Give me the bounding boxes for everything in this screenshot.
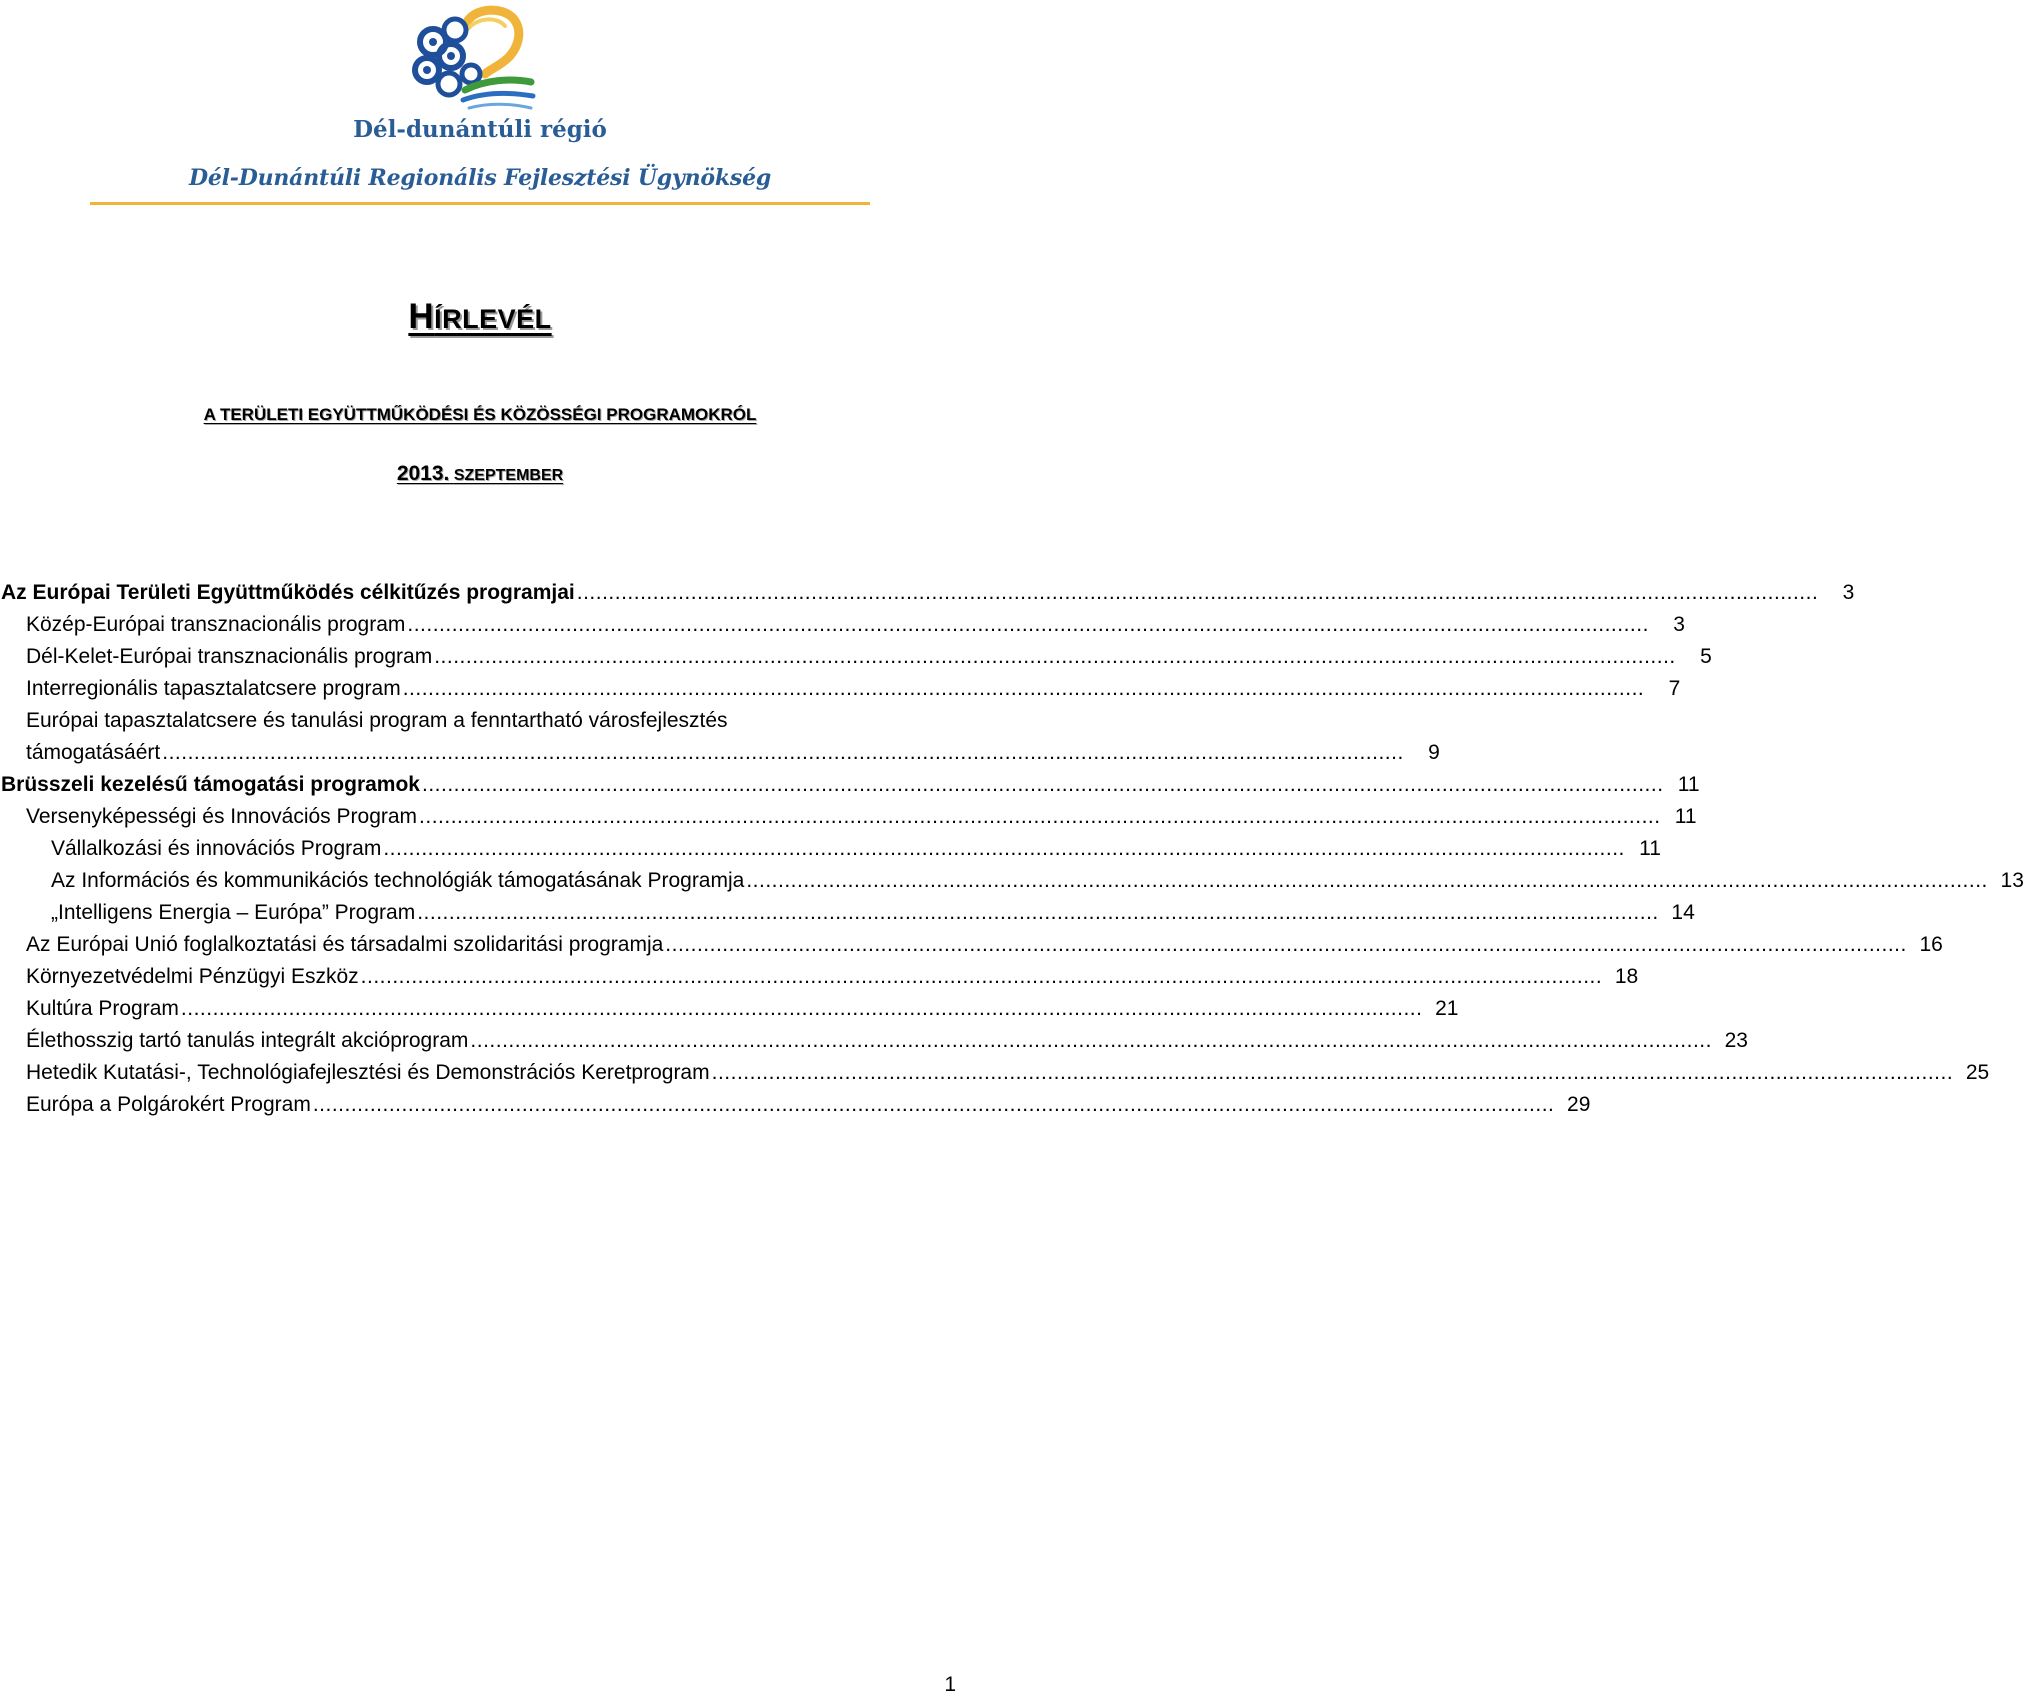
toc-entry-page: 18 xyxy=(1614,965,1639,988)
toc-entry[interactable] xyxy=(0,963,1639,995)
toc-leader-dots: .................................................................................................................................................................................................... xyxy=(711,1061,1954,1084)
toc-leader-dots: .................................................................................................................................................................................................... xyxy=(746,869,1988,892)
table-of-contents xyxy=(0,579,2024,1123)
toc-entry[interactable] xyxy=(0,579,1855,611)
agency-name: Dél-Dunántúli Regionális Fejlesztési Ügynökség xyxy=(188,165,772,191)
page-number: 1 xyxy=(944,1673,956,1696)
toc-entry-line[interactable] xyxy=(0,707,960,739)
header-logo-block xyxy=(0,0,960,215)
toc-entry[interactable] xyxy=(0,931,1943,963)
toc-entry[interactable] xyxy=(0,803,1697,835)
toc-entry-title: Vállalkozási és innovációs Program xyxy=(51,837,382,860)
toc-leader-dots: .................................................................................................................................................................................................... xyxy=(383,837,1625,860)
toc-leader-dots: .................................................................................................................................................................................................... xyxy=(360,965,1603,988)
toc-entry-title: Környezetvédelmi Pénzügyi Eszköz xyxy=(26,965,359,988)
toc-entry[interactable] xyxy=(0,835,1661,867)
toc-leader-dots: .................................................................................................................................................................................................... xyxy=(665,933,1907,956)
title-rest: ÍRLEVÉL xyxy=(434,304,552,334)
toc-entry-page: 11 xyxy=(1674,805,1697,828)
toc-entry-page: 3 xyxy=(1673,613,1685,636)
toc-leader-dots: .................................................................................................................................................................................................... xyxy=(422,773,1664,796)
toc-leader-dots: .................................................................................................................................................................................................... xyxy=(162,741,1404,764)
toc-entry[interactable] xyxy=(0,675,1681,707)
toc-entry[interactable] xyxy=(0,1027,1748,1059)
toc-entry-page: 7 xyxy=(1668,677,1681,700)
toc-entry-page: 5 xyxy=(1700,645,1712,668)
toc-entry-page: 13 xyxy=(2000,869,2024,892)
region-name: Dél-dunántúli régió xyxy=(353,116,607,143)
newsletter-title xyxy=(0,297,960,337)
toc-entry[interactable] xyxy=(0,995,1459,1027)
toc-entry-title-continued: támogatásáért xyxy=(26,741,161,764)
toc-entry-page: 3 xyxy=(1842,581,1855,604)
toc-entry[interactable] xyxy=(0,771,1700,803)
toc-entry-page: 9 xyxy=(1428,741,1440,764)
toc-entry-title: Az Információs és kommunikációs technológiák támogatásának Programja xyxy=(51,869,745,892)
issue-date xyxy=(0,462,960,486)
issue-year: 2013. xyxy=(396,462,450,485)
toc-entry-title: Közép-Európai transznacionális program xyxy=(26,613,406,636)
toc-entry-title: Brüsszeli kezelésű támogatási programok xyxy=(1,773,420,796)
toc-entry-title: Hetedik Kutatási-, Technológiafejlesztési és Demonstrációs Keretprogram xyxy=(26,1061,710,1084)
toc-entry-page: 25 xyxy=(1965,1061,1990,1084)
toc-leader-dots: .................................................................................................................................................................................................... xyxy=(407,613,1649,636)
toc-entry-title: Élethosszig tartó tanulás integrált akcióprogram xyxy=(26,1029,469,1052)
regional-logo-icon xyxy=(405,4,535,116)
toc-entry-title: Dél-Kelet-Európai transznacionális program xyxy=(26,645,433,668)
newsletter-subtitle: A TERÜLETI EGYÜTTMŰKÖDÉSI ÉS KÖZÖSSÉGI PROGRAMOKRÓL xyxy=(203,405,757,424)
toc-entry-page: 23 xyxy=(1724,1029,1748,1052)
toc-leader-dots: .................................................................................................................................................................................................... xyxy=(180,997,1423,1020)
toc-entry[interactable] xyxy=(0,643,1712,675)
toc-entry-title: Európa a Polgárokért Program xyxy=(26,1093,311,1116)
toc-leader-dots: .................................................................................................................................................................................................... xyxy=(576,581,1819,604)
toc-entry-title: Az Európai Unió foglalkoztatási és társadalmi szolidaritási programja xyxy=(26,933,664,956)
toc-leader-dots: .................................................................................................................................................................................................... xyxy=(417,901,1659,924)
toc-entry[interactable] xyxy=(0,899,1695,931)
toc-entry-title: Kultúra Program xyxy=(26,997,179,1020)
toc-entry-page: 21 xyxy=(1435,997,1459,1020)
toc-leader-dots: .................................................................................................................................................................................................... xyxy=(434,645,1676,668)
issue-month: SZEPTEMBER xyxy=(453,467,564,484)
toc-entry-page: 14 xyxy=(1671,901,1695,924)
toc-entry-title: „Intelligens Energia – Európa” Program xyxy=(51,901,416,924)
toc-entry-title: Versenyképességi és Innovációs Program xyxy=(26,805,418,828)
toc-entry-title: Interregionális tapasztalatcsere program xyxy=(26,677,401,700)
toc-leader-dots: .................................................................................................................................................................................................... xyxy=(402,677,1645,700)
toc-entry-page: 29 xyxy=(1567,1093,1591,1116)
toc-entry-page: 11 xyxy=(1677,773,1700,796)
toc-entry[interactable] xyxy=(0,1059,1990,1091)
toc-entry[interactable] xyxy=(0,611,1685,643)
toc-entry[interactable] xyxy=(0,1091,1591,1123)
toc-entry[interactable] xyxy=(0,739,1440,771)
toc-entry[interactable] xyxy=(0,867,2024,899)
toc-leader-dots: .................................................................................................................................................................................................... xyxy=(312,1093,1555,1116)
toc-entry-page: 16 xyxy=(1919,933,1943,956)
toc-leader-dots: .................................................................................................................................................................................................... xyxy=(419,805,1661,828)
header-divider xyxy=(90,202,870,205)
toc-entry-page: 11 xyxy=(1639,837,1661,860)
title-initial: H xyxy=(408,297,435,336)
toc-entry-title: Európai tapasztalatcsere és tanulási program a fenntartható városfejlesztés xyxy=(26,709,728,732)
toc-entry-title: Az Európai Területi Együttműködés célkitűzés programjai xyxy=(1,581,575,604)
toc-leader-dots: .................................................................................................................................................................................................... xyxy=(470,1029,1712,1052)
